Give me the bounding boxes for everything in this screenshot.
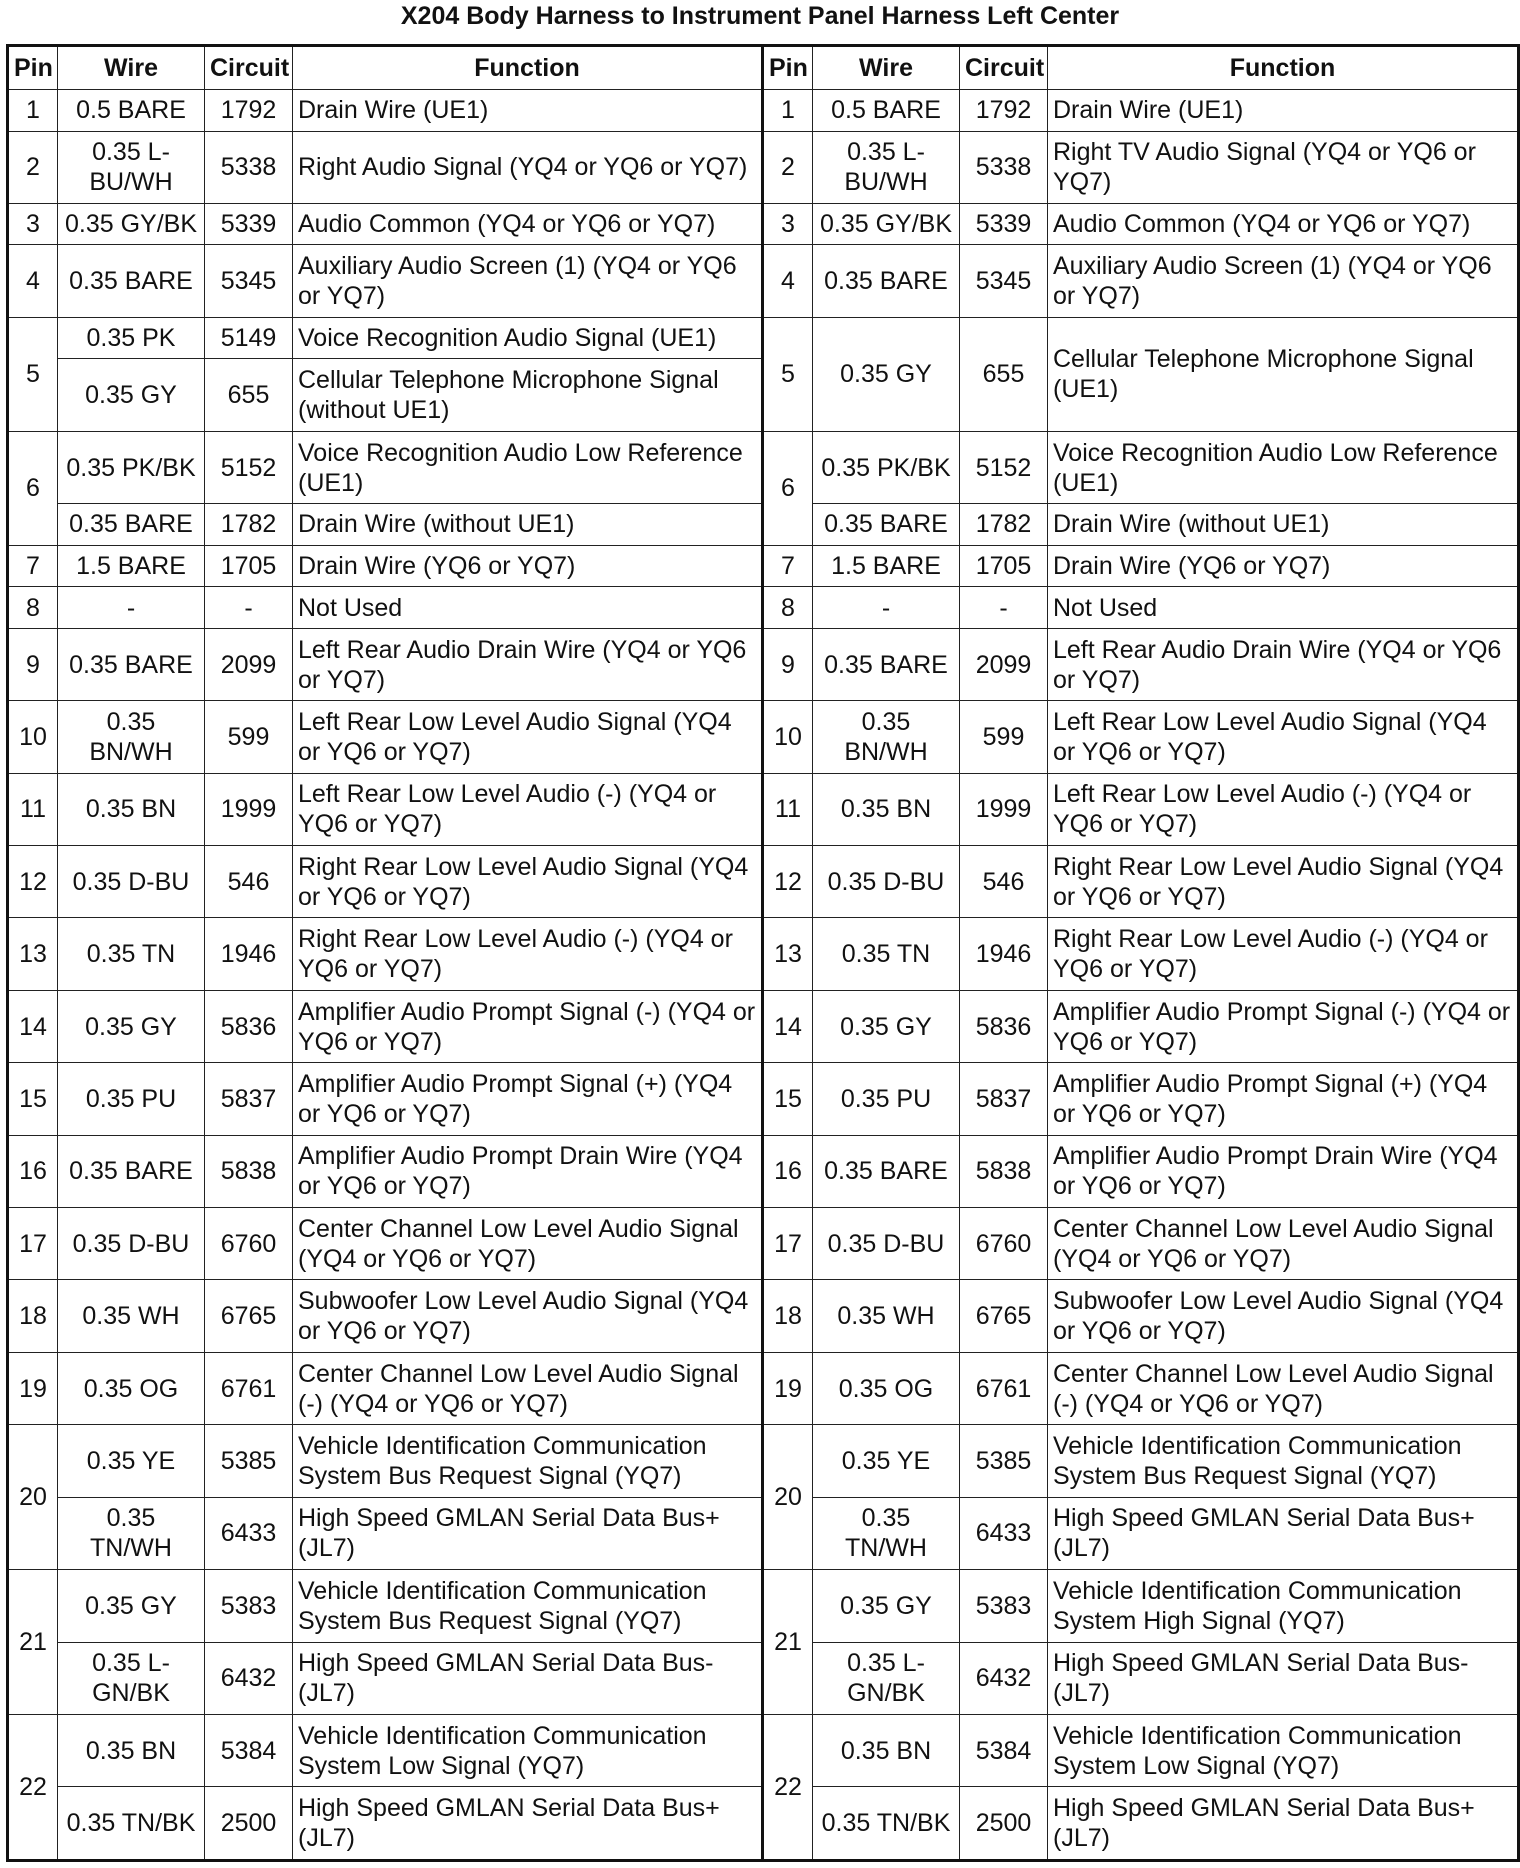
- circuit-cell: 5384: [205, 1714, 293, 1786]
- pin-number: 13: [8, 918, 58, 990]
- circuit-cell: 5152: [205, 431, 293, 503]
- circuit-cell: 1782: [205, 504, 293, 546]
- function-cell: Left Rear Low Level Audio (-) (YQ4 or YQ6 or YQ7): [1048, 773, 1519, 845]
- function-cell: Voice Recognition Audio Signal (UE1): [293, 317, 763, 359]
- function-cell: Center Channel Low Level Audio Signal (-) (YQ4 or YQ6 or YQ7): [293, 1352, 763, 1424]
- circuit-cell: 5836: [205, 990, 293, 1062]
- table-row: [8, 773, 1519, 845]
- circuit-cell: 2500: [205, 1787, 293, 1861]
- pin-number: 18: [763, 1280, 813, 1352]
- wire-cell: -: [813, 587, 960, 629]
- document-title: X204 Body Harness to Instrument Panel Harness Left Center: [400, 2, 1120, 30]
- wire-cell: 0.35 GY: [58, 990, 205, 1062]
- wire-cell: 0.35 YE: [58, 1425, 205, 1497]
- table-row: [8, 545, 1519, 587]
- function-cell: Right Rear Low Level Audio Signal (YQ4 or YQ6 or YQ7): [1048, 846, 1519, 918]
- function-cell: Right TV Audio Signal (YQ4 or YQ6 or YQ7): [1048, 131, 1519, 203]
- header-function: Function: [1048, 46, 1519, 90]
- wire-cell: 0.35 BN: [813, 773, 960, 845]
- table-row: [8, 1425, 1519, 1497]
- circuit-cell: 6765: [960, 1280, 1048, 1352]
- circuit-cell: 6765: [205, 1280, 293, 1352]
- function-cell: Left Rear Audio Drain Wire (YQ4 or YQ6 or YQ7): [293, 628, 763, 700]
- pin-number: 6: [763, 431, 813, 545]
- pin-number: 20: [763, 1425, 813, 1570]
- circuit-cell: 5838: [960, 1135, 1048, 1207]
- table-row: [8, 918, 1519, 990]
- table-row: [8, 203, 1519, 245]
- circuit-cell: -: [960, 587, 1048, 629]
- function-cell: Subwoofer Low Level Audio Signal (YQ4 or YQ6 or YQ7): [293, 1280, 763, 1352]
- circuit-cell: 1946: [205, 918, 293, 990]
- circuit-cell: 2099: [205, 628, 293, 700]
- table-row: [8, 628, 1519, 700]
- pin-number: 2: [763, 131, 813, 203]
- header-row: [8, 46, 1519, 90]
- wire-cell: 0.35 GY: [58, 359, 205, 431]
- function-cell: Left Rear Low Level Audio Signal (YQ4 or YQ6 or YQ7): [293, 701, 763, 773]
- circuit-cell: 5837: [205, 1063, 293, 1135]
- function-cell: Drain Wire (without UE1): [293, 504, 763, 546]
- function-cell: Left Rear Low Level Audio (-) (YQ4 or YQ6 or YQ7): [293, 773, 763, 845]
- pin-number: 11: [763, 773, 813, 845]
- pin-number: 7: [8, 545, 58, 587]
- pin-number: 20: [8, 1425, 58, 1570]
- wire-cell: 0.35 PU: [813, 1063, 960, 1135]
- wire-cell: 0.35 L-GN/BK: [58, 1642, 205, 1714]
- pin-number: 14: [763, 990, 813, 1062]
- pin-number: 10: [763, 701, 813, 773]
- header-function: Function: [293, 46, 763, 90]
- wire-cell: 0.35 TN: [813, 918, 960, 990]
- circuit-cell: 6432: [960, 1642, 1048, 1714]
- wire-cell: 0.35 TN: [58, 918, 205, 990]
- table-body: [8, 90, 1519, 1861]
- table-row: [8, 1135, 1519, 1207]
- circuit-cell: 6761: [205, 1352, 293, 1424]
- pin-number: 16: [763, 1135, 813, 1207]
- function-cell: Left Rear Audio Drain Wire (YQ4 or YQ6 or YQ7): [1048, 628, 1519, 700]
- function-cell: Amplifier Audio Prompt Signal (+) (YQ4 or YQ6 or YQ7): [293, 1063, 763, 1135]
- wire-cell: 0.35 GY/BK: [813, 203, 960, 245]
- pin-number: 3: [8, 203, 58, 245]
- circuit-cell: 6760: [205, 1208, 293, 1280]
- wire-cell: 0.35 GY: [813, 990, 960, 1062]
- circuit-cell: 5836: [960, 990, 1048, 1062]
- circuit-cell: 1999: [960, 773, 1048, 845]
- pin-number: 2: [8, 131, 58, 203]
- pin-number: 22: [8, 1714, 58, 1860]
- function-cell: Left Rear Low Level Audio Signal (YQ4 or YQ6 or YQ7): [1048, 701, 1519, 773]
- function-cell: Drain Wire (YQ6 or YQ7): [293, 545, 763, 587]
- function-cell: Amplifier Audio Prompt Drain Wire (YQ4 or YQ6 or YQ7): [293, 1135, 763, 1207]
- pin-number: 17: [8, 1208, 58, 1280]
- pin-number: 1: [8, 90, 58, 132]
- pin-number: 4: [8, 245, 58, 317]
- table-row: [8, 846, 1519, 918]
- function-cell: Right Rear Low Level Audio (-) (YQ4 or YQ6 or YQ7): [1048, 918, 1519, 990]
- wire-cell: 0.35 PU: [58, 1063, 205, 1135]
- header-wire: Wire: [58, 46, 205, 90]
- pin-number: 5: [763, 317, 813, 431]
- wire-cell: 0.35 BARE: [813, 245, 960, 317]
- pin-number: 19: [8, 1352, 58, 1424]
- header-wire: Wire: [813, 46, 960, 90]
- circuit-cell: 6760: [960, 1208, 1048, 1280]
- function-cell: Drain Wire (without UE1): [1048, 504, 1519, 546]
- wire-cell: 0.35 BARE: [813, 1135, 960, 1207]
- pin-number: 10: [8, 701, 58, 773]
- function-cell: Cellular Telephone Microphone Signal (without UE1): [293, 359, 763, 431]
- pin-number: 9: [8, 628, 58, 700]
- wire-cell: 0.35 GY: [813, 317, 960, 431]
- function-cell: Drain Wire (YQ6 or YQ7): [1048, 545, 1519, 587]
- function-cell: Amplifier Audio Prompt Drain Wire (YQ4 or YQ6 or YQ7): [1048, 1135, 1519, 1207]
- wire-cell: 0.5 BARE: [813, 90, 960, 132]
- circuit-cell: 6433: [960, 1497, 1048, 1569]
- function-cell: Audio Common (YQ4 or YQ6 or YQ7): [1048, 203, 1519, 245]
- wire-cell: 0.35 TN/BK: [58, 1787, 205, 1861]
- circuit-cell: 5385: [205, 1425, 293, 1497]
- function-cell: Voice Recognition Audio Low Reference (UE1): [1048, 431, 1519, 503]
- circuit-cell: 655: [205, 359, 293, 431]
- function-cell: Vehicle Identification Communication System Bus Request Signal (YQ7): [293, 1570, 763, 1642]
- pin-number: 16: [8, 1135, 58, 1207]
- table-row: [8, 431, 1519, 503]
- circuit-cell: 6432: [205, 1642, 293, 1714]
- function-cell: High Speed GMLAN Serial Data Bus+ (JL7): [293, 1787, 763, 1861]
- header-pin: Pin: [8, 46, 58, 90]
- pin-number: 5: [8, 317, 58, 431]
- function-cell: Audio Common (YQ4 or YQ6 or YQ7): [293, 203, 763, 245]
- function-cell: Voice Recognition Audio Low Reference (UE1): [293, 431, 763, 503]
- circuit-cell: 5339: [205, 203, 293, 245]
- circuit-cell: 546: [960, 846, 1048, 918]
- pin-number: 15: [763, 1063, 813, 1135]
- function-cell: Right Rear Low Level Audio (-) (YQ4 or YQ6 or YQ7): [293, 918, 763, 990]
- circuit-cell: -: [205, 587, 293, 629]
- header-pin: Pin: [763, 46, 813, 90]
- function-cell: Auxiliary Audio Screen (1) (YQ4 or YQ6 or YQ7): [1048, 245, 1519, 317]
- function-cell: Vehicle Identification Communication System Low Signal (YQ7): [293, 1714, 763, 1786]
- circuit-cell: 5338: [960, 131, 1048, 203]
- pin-number: 21: [763, 1570, 813, 1715]
- table-row: [8, 90, 1519, 132]
- wire-cell: 0.35 TN/BK: [813, 1787, 960, 1861]
- wire-cell: 0.35 OG: [58, 1352, 205, 1424]
- wire-cell: 0.35 TN/WH: [813, 1497, 960, 1569]
- function-cell: High Speed GMLAN Serial Data Bus- (JL7): [1048, 1642, 1519, 1714]
- table-row: [8, 1714, 1519, 1786]
- circuit-cell: 1999: [205, 773, 293, 845]
- wire-cell: 0.35 BN/WH: [813, 701, 960, 773]
- circuit-cell: 2099: [960, 628, 1048, 700]
- table-row: [8, 1352, 1519, 1424]
- function-cell: Amplifier Audio Prompt Signal (-) (YQ4 or YQ6 or YQ7): [1048, 990, 1519, 1062]
- wire-cell: 1.5 BARE: [813, 545, 960, 587]
- table-row: [8, 1063, 1519, 1135]
- function-cell: Vehicle Identification Communication System High Signal (YQ7): [1048, 1570, 1519, 1642]
- wire-cell: 0.35 BN: [813, 1714, 960, 1786]
- wire-cell: 0.35 D-BU: [813, 846, 960, 918]
- pin-number: 15: [8, 1063, 58, 1135]
- function-cell: Not Used: [1048, 587, 1519, 629]
- circuit-cell: 1705: [960, 545, 1048, 587]
- wire-cell: 1.5 BARE: [58, 545, 205, 587]
- circuit-cell: 546: [205, 846, 293, 918]
- circuit-cell: 1782: [960, 504, 1048, 546]
- function-cell: Amplifier Audio Prompt Signal (+) (YQ4 or YQ6 or YQ7): [1048, 1063, 1519, 1135]
- pin-number: 21: [8, 1570, 58, 1715]
- pin-number: 3: [763, 203, 813, 245]
- table-row: [8, 701, 1519, 773]
- pin-number: 4: [763, 245, 813, 317]
- wire-cell: 0.35 GY: [813, 1570, 960, 1642]
- pin-number: 11: [8, 773, 58, 845]
- function-cell: Subwoofer Low Level Audio Signal (YQ4 or YQ6 or YQ7): [1048, 1280, 1519, 1352]
- pin-number: 9: [763, 628, 813, 700]
- function-cell: Not Used: [293, 587, 763, 629]
- wire-cell: 0.35 L-BU/WH: [813, 131, 960, 203]
- table-row: [8, 131, 1519, 203]
- wire-cell: 0.35 D-BU: [58, 1208, 205, 1280]
- wire-cell: 0.35 GY/BK: [58, 203, 205, 245]
- wire-cell: 0.35 WH: [58, 1280, 205, 1352]
- table-row: [8, 245, 1519, 317]
- function-cell: High Speed GMLAN Serial Data Bus- (JL7): [293, 1642, 763, 1714]
- header-circuit: Circuit: [960, 46, 1048, 90]
- wire-cell: 0.35 L-BU/WH: [58, 131, 205, 203]
- wire-cell: 0.35 BARE: [813, 628, 960, 700]
- pin-number: 18: [8, 1280, 58, 1352]
- wire-cell: 0.35 BN: [58, 1714, 205, 1786]
- function-cell: Center Channel Low Level Audio Signal (-) (YQ4 or YQ6 or YQ7): [1048, 1352, 1519, 1424]
- pin-number: 8: [763, 587, 813, 629]
- pin-number: 14: [8, 990, 58, 1062]
- function-cell: High Speed GMLAN Serial Data Bus+ (JL7): [293, 1497, 763, 1569]
- circuit-cell: 655: [960, 317, 1048, 431]
- function-cell: Auxiliary Audio Screen (1) (YQ4 or YQ6 or YQ7): [293, 245, 763, 317]
- pin-number: 12: [8, 846, 58, 918]
- circuit-cell: 5383: [205, 1570, 293, 1642]
- wire-cell: 0.35 L-GN/BK: [813, 1642, 960, 1714]
- function-cell: Right Rear Low Level Audio Signal (YQ4 or YQ6 or YQ7): [293, 846, 763, 918]
- pin-number: 12: [763, 846, 813, 918]
- wire-cell: 0.35 YE: [813, 1425, 960, 1497]
- wire-cell: 0.35 BARE: [58, 504, 205, 546]
- circuit-cell: 1705: [205, 545, 293, 587]
- circuit-cell: 5339: [960, 203, 1048, 245]
- wire-cell: 0.35 BARE: [58, 245, 205, 317]
- table-row: [8, 1280, 1519, 1352]
- circuit-cell: 5152: [960, 431, 1048, 503]
- circuit-cell: 2500: [960, 1787, 1048, 1861]
- wire-cell: 0.35 GY: [58, 1570, 205, 1642]
- circuit-cell: 5385: [960, 1425, 1048, 1497]
- wire-cell: 0.35 D-BU: [813, 1208, 960, 1280]
- pin-number: 8: [8, 587, 58, 629]
- function-cell: Vehicle Identification Communication System Low Signal (YQ7): [1048, 1714, 1519, 1786]
- function-cell: Cellular Telephone Microphone Signal (UE1): [1048, 317, 1519, 431]
- function-cell: High Speed GMLAN Serial Data Bus+ (JL7): [1048, 1497, 1519, 1569]
- pin-number: 13: [763, 918, 813, 990]
- circuit-cell: 6761: [960, 1352, 1048, 1424]
- wire-cell: 0.35 OG: [813, 1352, 960, 1424]
- circuit-cell: 599: [205, 701, 293, 773]
- circuit-cell: 5149: [205, 317, 293, 359]
- wire-cell: 0.35 PK: [58, 317, 205, 359]
- wire-cell: 0.35 PK/BK: [58, 431, 205, 503]
- wire-cell: 0.35 WH: [813, 1280, 960, 1352]
- function-cell: Center Channel Low Level Audio Signal (YQ4 or YQ6 or YQ7): [1048, 1208, 1519, 1280]
- function-cell: Amplifier Audio Prompt Signal (-) (YQ4 or YQ6 or YQ7): [293, 990, 763, 1062]
- wire-cell: 0.35 D-BU: [58, 846, 205, 918]
- wire-cell: 0.35 BARE: [58, 1135, 205, 1207]
- function-cell: Right Audio Signal (YQ4 or YQ6 or YQ7): [293, 131, 763, 203]
- function-cell: Drain Wire (UE1): [1048, 90, 1519, 132]
- header-circuit: Circuit: [205, 46, 293, 90]
- pin-number: 7: [763, 545, 813, 587]
- circuit-cell: 5837: [960, 1063, 1048, 1135]
- circuit-cell: 1792: [205, 90, 293, 132]
- circuit-cell: 5383: [960, 1570, 1048, 1642]
- table-row: [8, 317, 1519, 359]
- function-cell: Vehicle Identification Communication System Bus Request Signal (YQ7): [293, 1425, 763, 1497]
- circuit-cell: 1792: [960, 90, 1048, 132]
- circuit-cell: 5338: [205, 131, 293, 203]
- pin-number: 6: [8, 431, 58, 545]
- circuit-cell: 6433: [205, 1497, 293, 1569]
- pin-number: 1: [763, 90, 813, 132]
- circuit-cell: 5345: [205, 245, 293, 317]
- table-row: [8, 1570, 1519, 1642]
- table-row: [8, 587, 1519, 629]
- wire-cell: 0.5 BARE: [58, 90, 205, 132]
- pin-number: 19: [763, 1352, 813, 1424]
- table-row: [8, 1208, 1519, 1280]
- wire-cell: 0.35 BN: [58, 773, 205, 845]
- table-row: [8, 990, 1519, 1062]
- circuit-cell: 1946: [960, 918, 1048, 990]
- circuit-cell: 5838: [205, 1135, 293, 1207]
- function-cell: High Speed GMLAN Serial Data Bus+ (JL7): [1048, 1787, 1519, 1861]
- circuit-cell: 599: [960, 701, 1048, 773]
- function-cell: Center Channel Low Level Audio Signal (YQ4 or YQ6 or YQ7): [293, 1208, 763, 1280]
- wire-cell: 0.35 BARE: [58, 628, 205, 700]
- pin-number: 17: [763, 1208, 813, 1280]
- wire-cell: -: [58, 587, 205, 629]
- function-cell: Drain Wire (UE1): [293, 90, 763, 132]
- wire-cell: 0.35 PK/BK: [813, 431, 960, 503]
- wire-cell: 0.35 BARE: [813, 504, 960, 546]
- circuit-cell: 5345: [960, 245, 1048, 317]
- circuit-cell: 5384: [960, 1714, 1048, 1786]
- harness-table: [6, 44, 1520, 1862]
- wire-cell: 0.35 TN/WH: [58, 1497, 205, 1569]
- pin-number: 22: [763, 1714, 813, 1860]
- function-cell: Vehicle Identification Communication System Bus Request Signal (YQ7): [1048, 1425, 1519, 1497]
- wire-cell: 0.35 BN/WH: [58, 701, 205, 773]
